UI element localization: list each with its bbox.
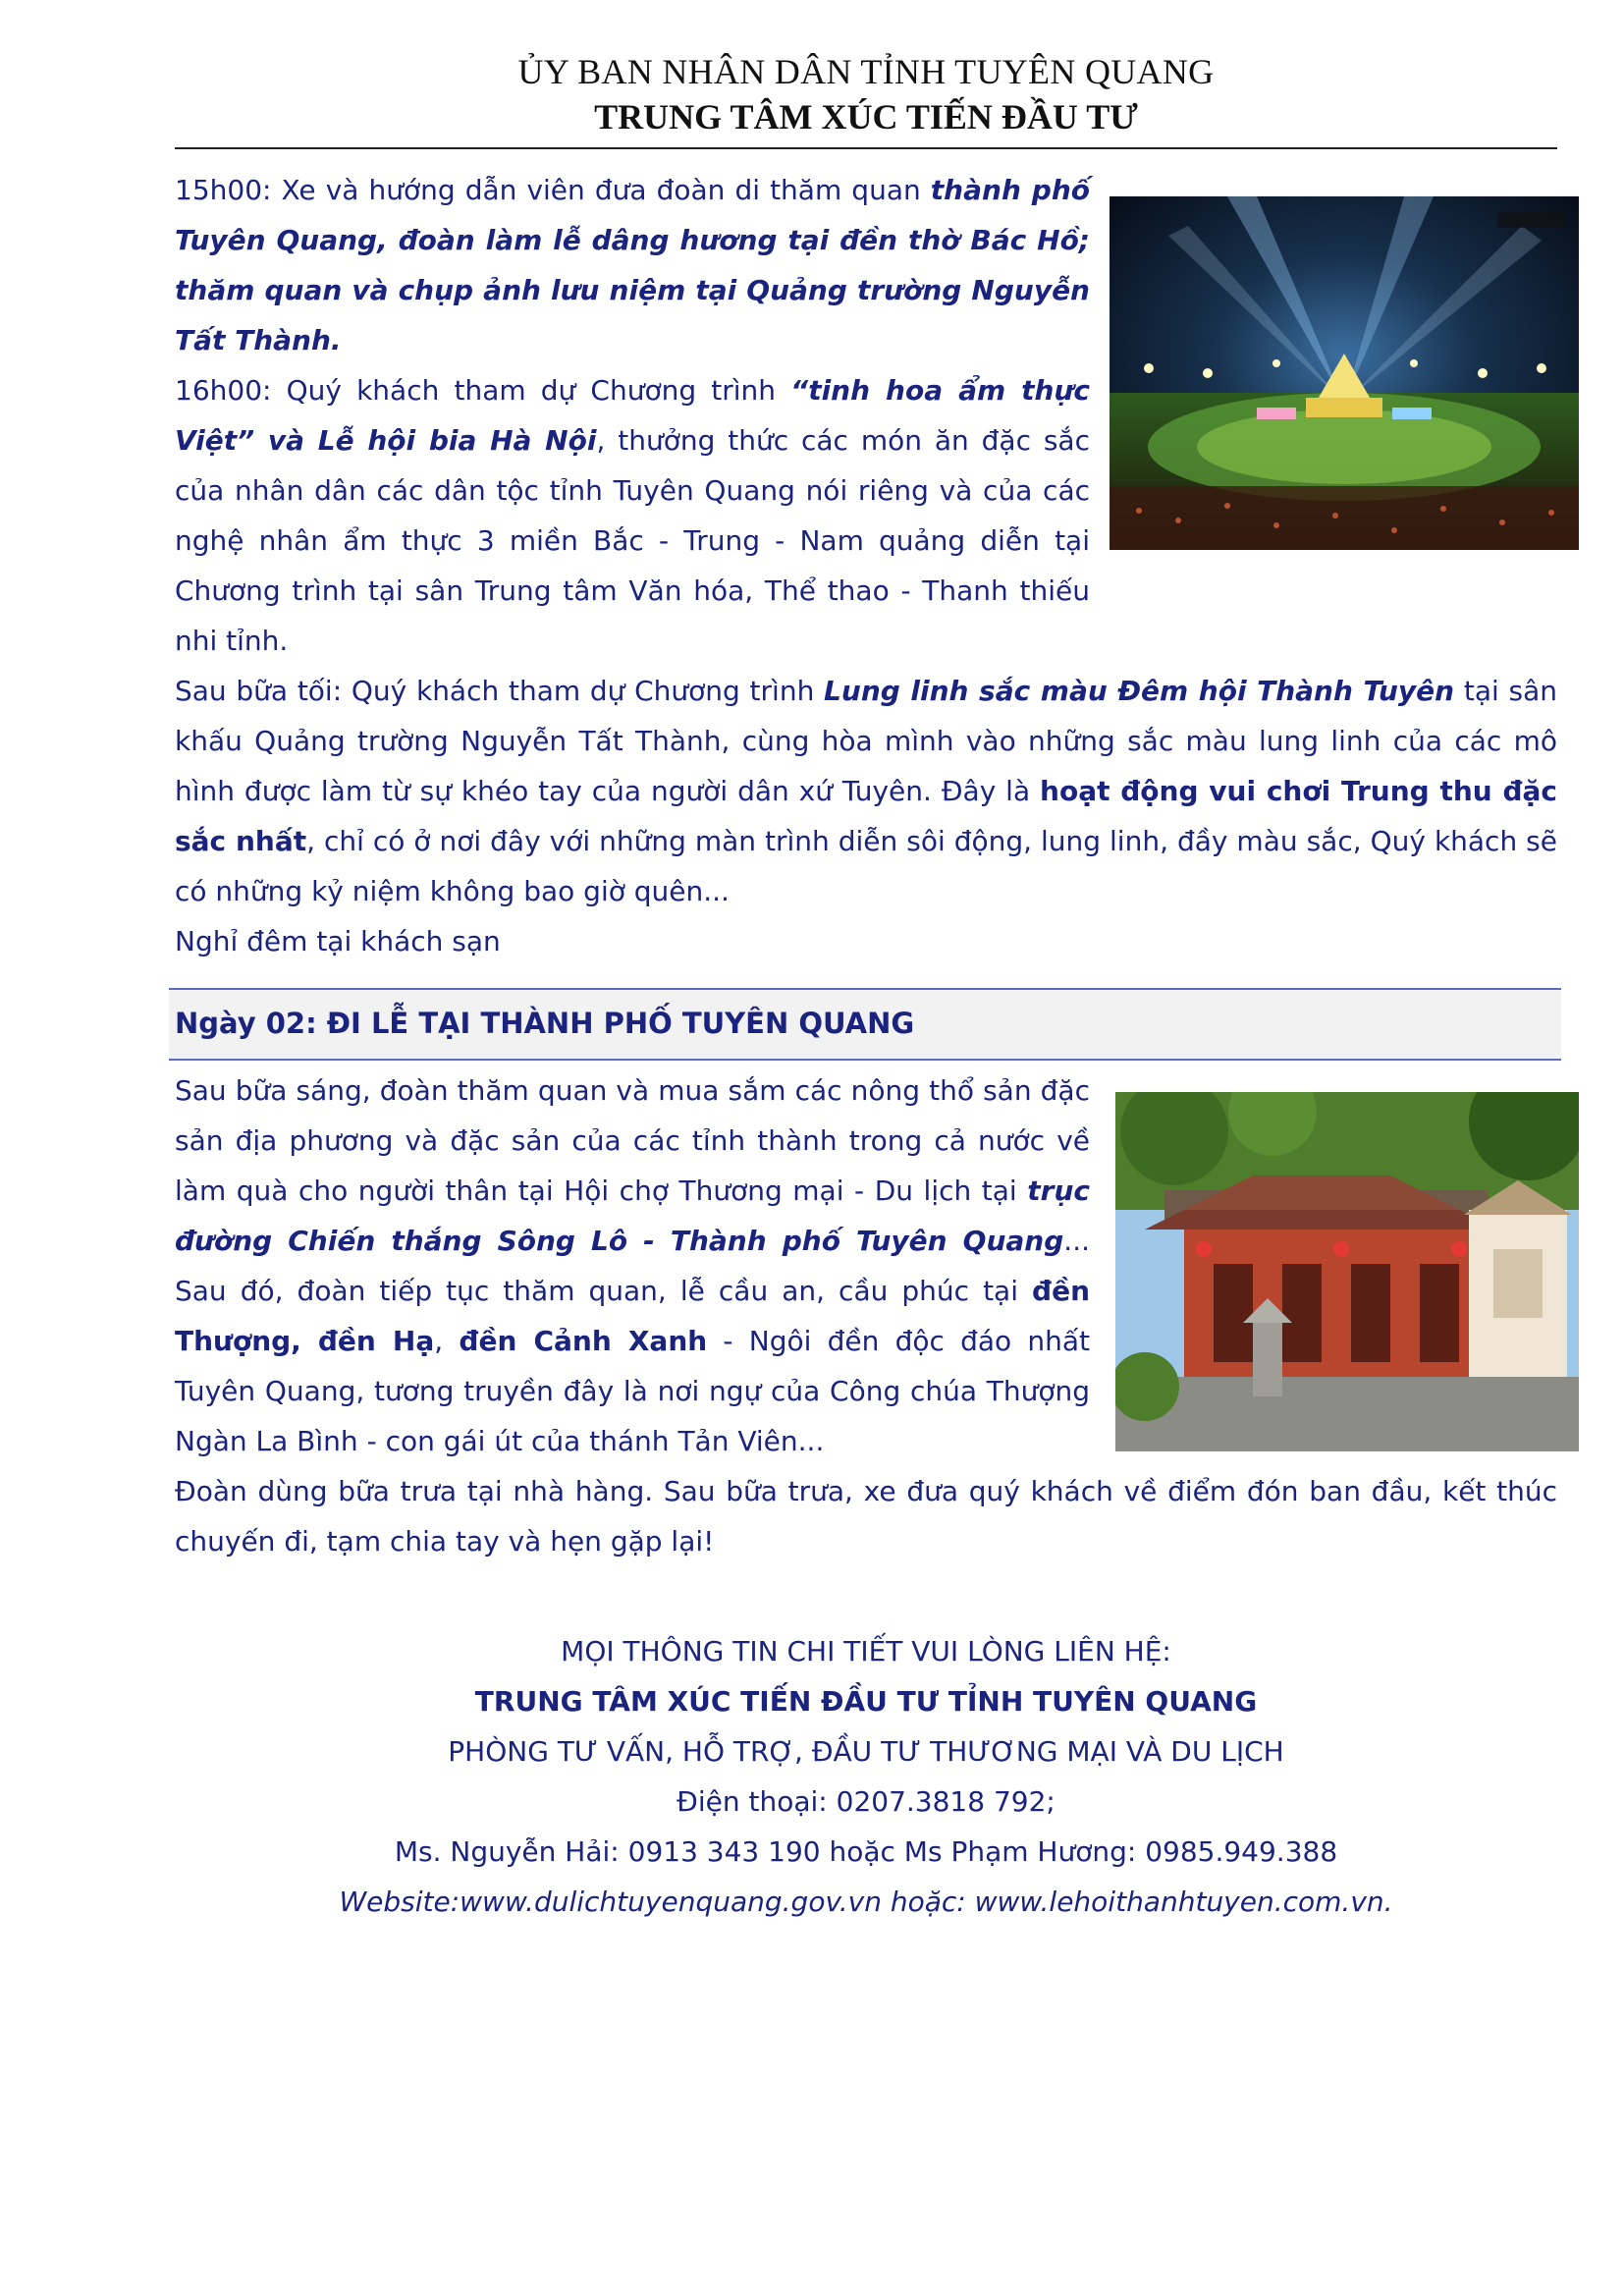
day2-p1-comma: , — [434, 1325, 460, 1357]
day2-paragraph-1 — [175, 1066, 1090, 1466]
day2-p1-text-end: - Ngôi đền độc đáo nhất Tuyên Quang, tương truyền đây là nơi ngự của Công chúa Thượng Ngàn La Bình - con gái út của thánh Tản Viên... — [175, 1325, 1091, 1457]
page-header — [175, 49, 1557, 139]
day1-p3-text-end: , chỉ có ở nơi đây với những màn trình diễn sôi động, lung linh, đầy màu sắc, Quý khách sẽ có những kỷ niệm không bao giờ quên... — [175, 825, 1557, 907]
header-divider — [175, 147, 1557, 149]
contact-intro: MỌI THÔNG TIN CHI TIẾT VUI LÒNG LIÊN HỆ: — [561, 1635, 1171, 1667]
day2-p1-bold-1: đền Thượng, đền Hạ — [175, 1275, 1090, 1357]
temple-image — [1115, 1092, 1579, 1451]
contact-phone: Điện thoại: 0207.3818 792; — [677, 1785, 1056, 1818]
day2-paragraph-2: Đoàn dùng bữa trưa tại nhà hàng. Sau bữa trưa, xe đưa quý khách về điểm đón ban đầu, kết thúc chuyến đi, tạm chia tay và hẹn gặp lại! — [175, 1475, 1557, 1558]
temple-photo — [1115, 1092, 1579, 1451]
day2-text-narrow — [175, 1066, 1090, 1466]
day1-paragraph-2 — [175, 365, 1090, 666]
day2-text-wide — [175, 1466, 1557, 1566]
day1-p2-text-end: , thưởng thức các món ăn đặc sắc của nhân dân các dân tộc tỉnh Tuyên Quang nói riêng và của các nghệ nhân ẩm thực 3 miền Bắc - Trung - Nam quảng diễn tại Chương trình tại sân Trung tâm Văn hóa, Thể thao - Thanh thiếu nhi tỉnh. — [175, 424, 1090, 657]
day1-p2-text: 16h00: Quý khách tham dự Chương trình — [175, 374, 791, 407]
day1-p2-highlight: “tinh hoa ẩm thực Việt” và Lễ hội bia Hà Nội — [175, 374, 1090, 457]
day1-text-wide — [175, 666, 1557, 966]
day2-p1-text-mid: ... Sau đó, đoàn tiếp tục thăm quan, lễ cầu an, cầu phúc tại — [175, 1225, 1090, 1307]
contact-block — [175, 1626, 1557, 1927]
day1-p3-text-mid: tại sân khấu Quảng trường Nguyễn Tất Thành, cùng hòa mình vào những sắc màu lung linh của các mô hình được làm từ sự khéo tay của người dân xứ Tuyên. Đây là — [175, 675, 1557, 807]
header-line-1: ỦY BAN NHÂN DÂN TỈNH TUYÊN QUANG — [517, 52, 1215, 91]
day1-p1-text: 15h00: Xe và hướng dẫn viên đưa đoàn di thăm quan — [175, 174, 931, 206]
day1-paragraph-4: Nghỉ đêm tại khách sạn — [175, 925, 501, 957]
day1-p3-highlight: Lung linh sắc màu Đêm hội Thành Tuyên — [824, 675, 1455, 707]
day1-paragraph-1 — [175, 165, 1090, 365]
header-line-2: TRUNG TÂM XÚC TIẾN ĐẦU TƯ — [594, 97, 1138, 137]
contact-websites: Website:www.dulichtuyenquang.gov.vn hoặc: www.lehoithanhtuyen.com.vn. — [339, 1886, 1393, 1918]
day1-text-narrow — [175, 165, 1090, 666]
night-square-photo — [1110, 196, 1579, 550]
day1-paragraph-3 — [175, 666, 1557, 916]
day1-p3-text: Sau bữa tối: Quý khách tham dự Chương trình — [175, 675, 825, 707]
contact-persons: Ms. Nguyễn Hải: 0913 343 190 hoặc Ms Phạm Hương: 0985.949.388 — [394, 1835, 1338, 1868]
day2-heading: Ngày 02: ĐI LỄ TẠI THÀNH PHỐ TUYÊN QUANG — [175, 1007, 915, 1040]
day2-p1-text: Sau bữa sáng, đoàn thăm quan và mua sắm các nông thổ sản đặc sản địa phương và đặc sản của các tỉnh thành trong cả nước về làm quà cho người thân tại Hội chợ Thương mại - Du lịch tại — [175, 1074, 1090, 1207]
day1-p1-highlight: thành phố Tuyên Quang, đoàn làm lễ dâng hương tại đền thờ Bác Hồ; thăm quan và chụp ảnh lưu niệm tại Quảng trường Nguyễn Tất Thành. — [175, 174, 1091, 356]
contact-organization: TRUNG TÂM XÚC TIẾN ĐẦU TƯ TỈNH TUYÊN QUANG — [474, 1685, 1258, 1718]
day2-p1-highlight: trục đường Chiến thắng Sông Lô - Thành phố Tuyên Quang — [175, 1175, 1090, 1257]
night-square-image — [1110, 196, 1579, 550]
day2-p1-bold-2: đền Cảnh Xanh — [459, 1325, 708, 1357]
day1-p3-bold: hoạt động vui chơi Trung thu đặc sắc nhất — [175, 775, 1558, 857]
contact-department: PHÒNG TƯ VẤN, HỖ TRỢ, ĐẦU TƯ THƯƠNG MẠI VÀ DU LỊCH — [448, 1735, 1284, 1768]
